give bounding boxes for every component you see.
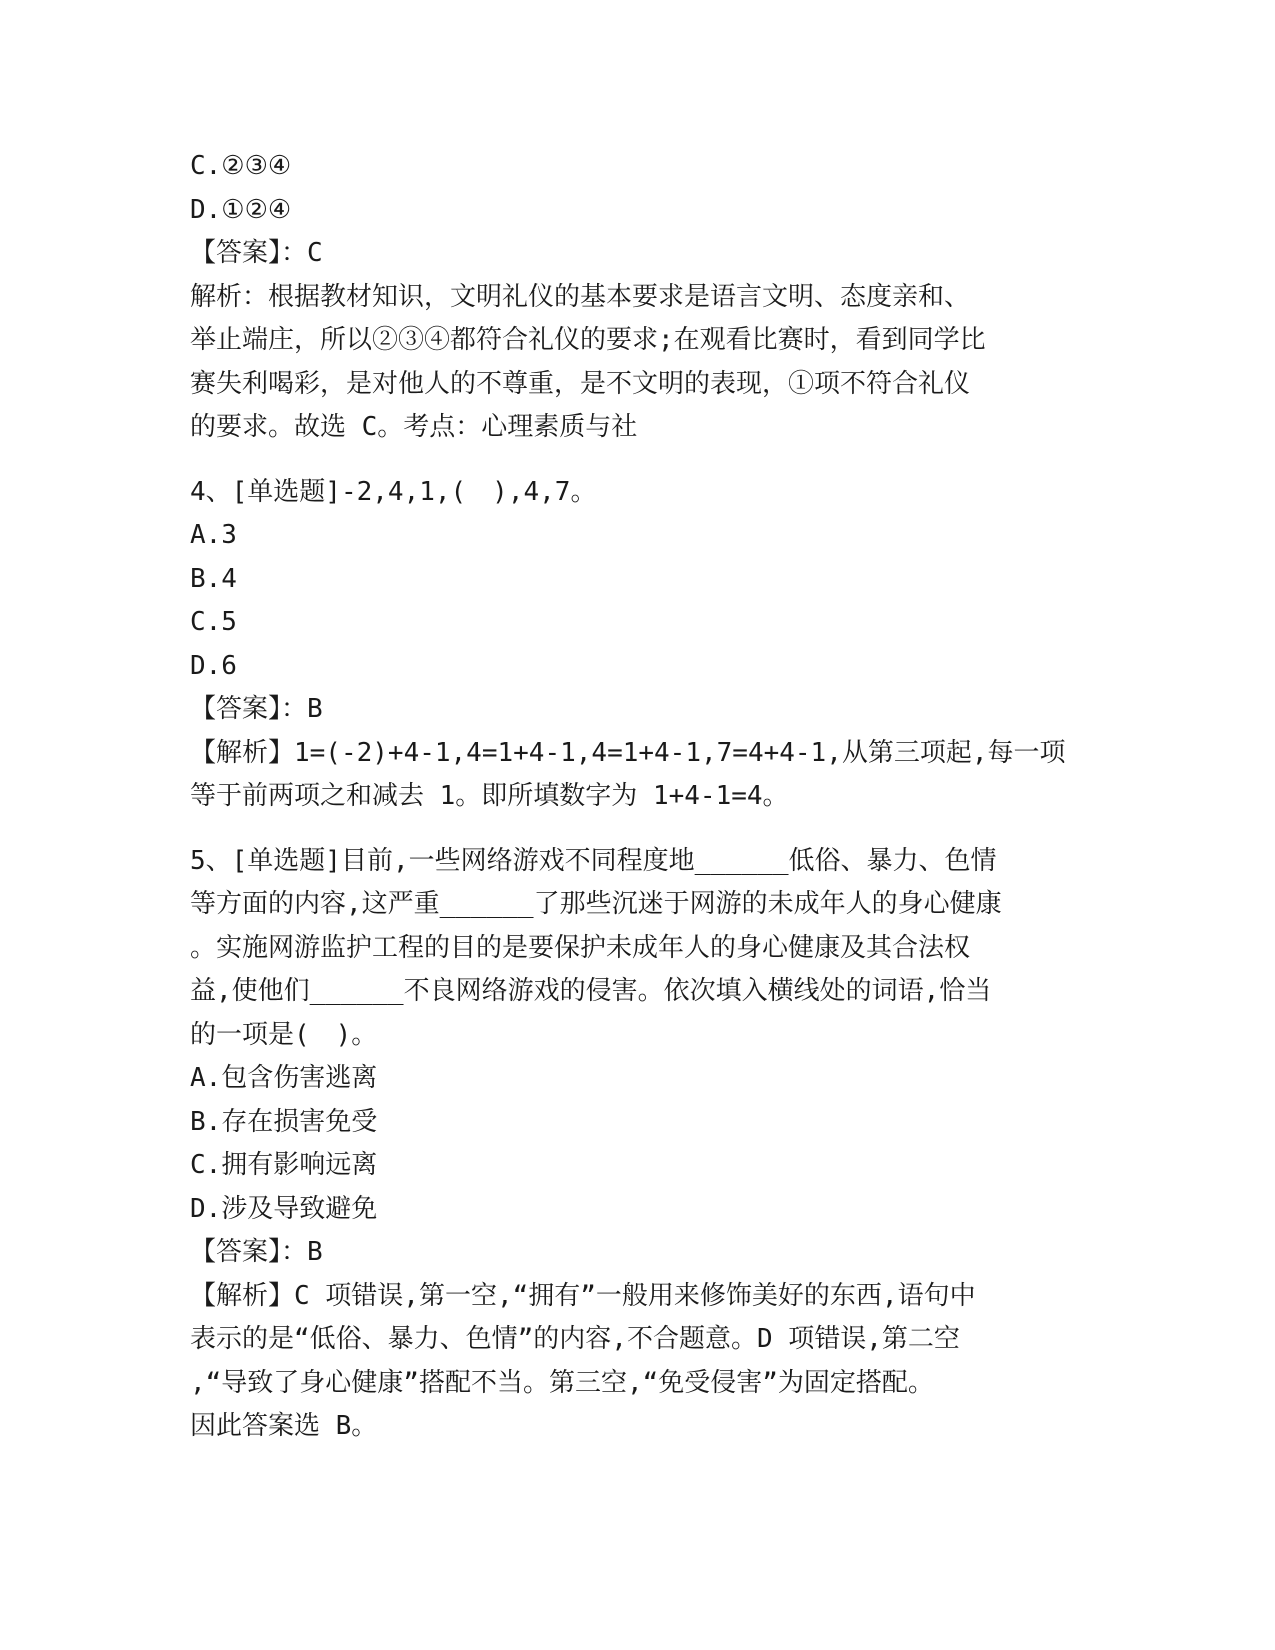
option-c: C.拥有影响远离	[190, 1150, 378, 1180]
analysis-line: 的要求。故选 C。考点：心理素质与社	[190, 412, 638, 442]
analysis-line: 【解析】C 项错误,第一空,“拥有”一般用来修饰美好的东西,语句中	[190, 1280, 976, 1311]
question-5	[190, 840, 1090, 1449]
question-stem: 等方面的内容,这严重______了那些沉迷于网游的未成年人的身心健康	[190, 889, 1002, 919]
question-3-tail	[190, 145, 1090, 450]
analysis-line: 因此答案选 B。	[190, 1411, 378, 1441]
analysis-line: 解析：根据教材知识，文明礼仪的基本要求是语言文明、态度亲和、	[190, 281, 971, 312]
analysis-line: 赛失利喝彩，是对他人的不尊重，是不文明的表现，①项不符合礼仪	[190, 368, 971, 399]
option-c: C.5	[190, 607, 237, 637]
analysis-line: 表示的是“低俗、暴力、色情”的内容,不合题意。D 项错误,第二空	[190, 1324, 960, 1354]
question-stem: 益,使他们______不良网络游戏的侵害。依次填入横线处的词语,恰当	[190, 976, 992, 1006]
analysis-line: 等于前两项之和减去 1。即所填数字为 1+4-1=4。	[190, 781, 789, 811]
analysis-line: 【解析】1=(-2)+4-1,4=1+4-1,4=1+4-1,7=4+4-1,从第三项起,每一项	[190, 737, 1066, 768]
question-stem: 。实施网游监护工程的目的是要保护未成年人的身心健康及其合法权	[190, 932, 971, 963]
question-stem: 4、[单选题]-2,4,1,( ),4,7。	[190, 476, 597, 507]
section-gap	[190, 450, 1090, 471]
option-a: A.3	[190, 520, 237, 550]
question-stem: 的一项是( )。	[190, 1019, 378, 1050]
option-b: B.4	[190, 563, 237, 594]
question-stem: 5、[单选题]目前,一些网络游戏不同程度地______低俗、暴力、色情	[190, 845, 997, 876]
option-d: D.6	[190, 650, 237, 681]
answer-line: 【答案】：B	[190, 694, 323, 724]
analysis-line: ,“导致了身心健康”搭配不当。第三空,“免受侵害”为固定搭配。	[190, 1367, 934, 1398]
answer-line: 【答案】：B	[190, 1237, 323, 1267]
option-d: D.①②④	[190, 194, 292, 225]
document-page	[190, 145, 1090, 1449]
answer-line: 【答案】：C	[190, 238, 323, 268]
analysis-line: 举止端庄，所以②③④都符合礼仪的要求;在观看比赛时，看到同学比	[190, 325, 986, 355]
option-d: D.涉及导致避免	[190, 1193, 378, 1224]
option-a: A.包含伤害逃离	[190, 1063, 378, 1093]
section-gap	[190, 819, 1090, 840]
option-c: C.②③④	[190, 151, 292, 181]
question-4	[190, 471, 1090, 819]
option-b: B.存在损害免受	[190, 1106, 378, 1137]
